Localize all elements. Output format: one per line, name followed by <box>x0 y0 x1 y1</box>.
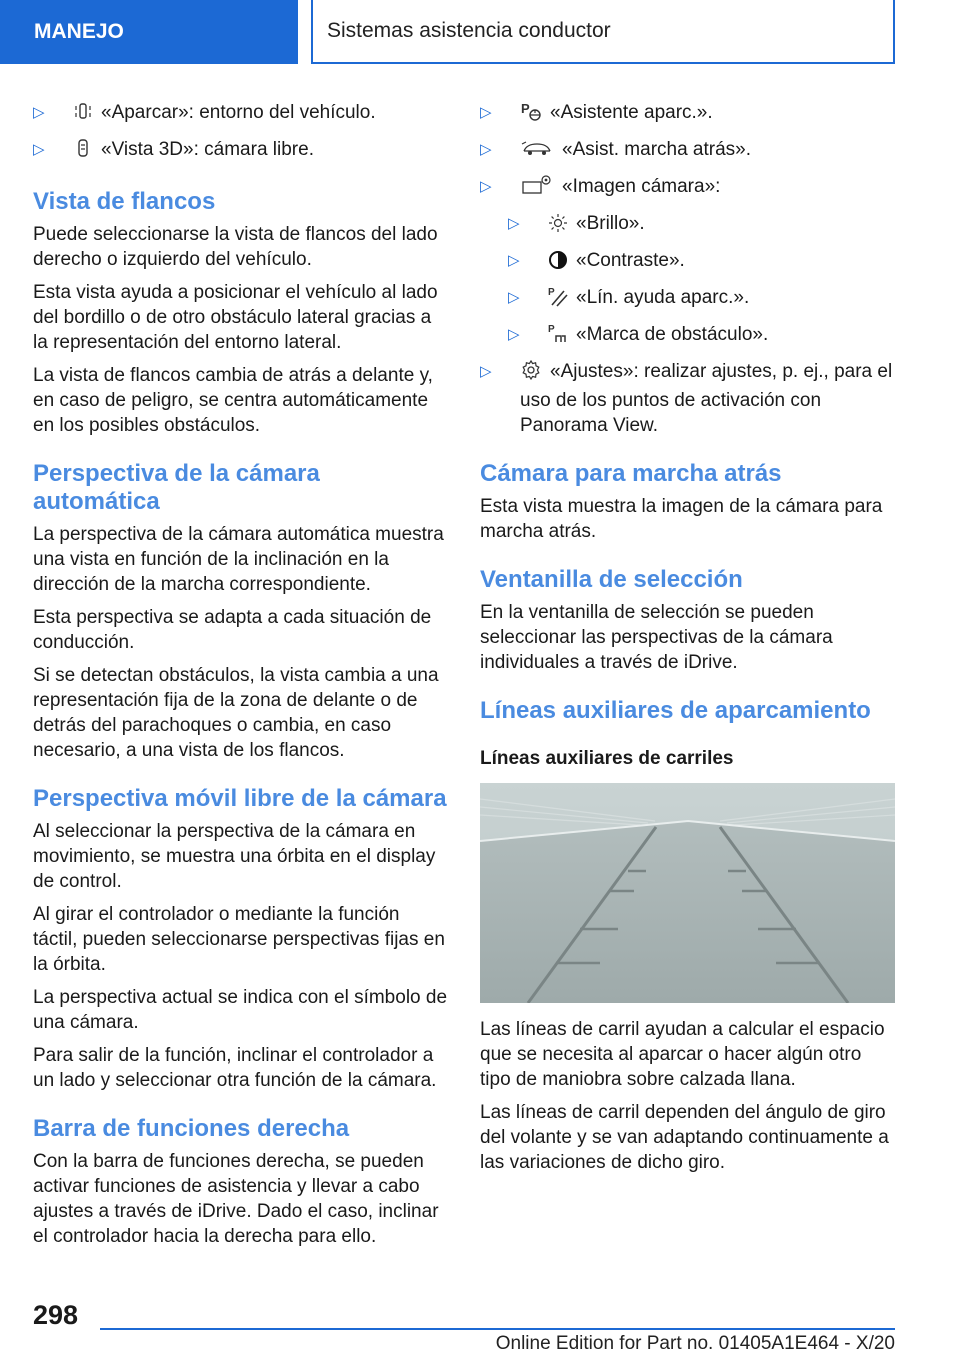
header-section: MANEJO <box>0 0 298 64</box>
section-title: Perspectiva móvil libre de la cámara <box>33 785 447 812</box>
list-item-text: «Ajustes»: realizar ajustes, p. ej., para el uso de los puntos de activación con Panorama View. <box>520 361 893 436</box>
triangle-bullet-icon: ▷ <box>508 252 520 269</box>
section-title: Vista de flancos <box>33 188 216 215</box>
triangle-bullet-icon: ▷ <box>508 215 520 232</box>
list-item <box>508 285 895 314</box>
footer-divider <box>100 1328 895 1330</box>
list-item <box>508 248 895 277</box>
paragraph: Si se detectan obstáculos, la vista cambia a una representación fija de la zona de delante o de detrás del parachoques o cambia, en caso necesario, a una vista de los flancos. <box>33 665 439 761</box>
section-title: Perspectiva de la cámara automática <box>33 460 320 515</box>
edition-footer: Online Edition for Part no. 01405A1E464 - X/20 <box>495 1333 895 1354</box>
list-item-text: «Asistente aparc.». <box>550 102 713 123</box>
list-item <box>508 322 895 351</box>
svg-text:P: P <box>521 101 530 116</box>
paragraph: Al seleccionar la perspectiva de la cámara en movimiento, se muestra una órbita en el display de control. <box>33 821 436 892</box>
section-title: Líneas auxiliares de aparcamiento <box>480 697 871 724</box>
list-item-text: «Lín. ayuda aparc.». <box>576 287 750 308</box>
paragraph: Para salir de la función, inclinar el controlador a un lado y seleccionar otra función de la cámara. <box>33 1045 437 1091</box>
section-title: Cámara para marcha atrás <box>480 460 782 487</box>
view-3d-icon <box>73 137 93 166</box>
triangle-bullet-icon: ▷ <box>480 104 492 121</box>
list-item <box>33 100 448 129</box>
triangle-bullet-icon: ▷ <box>508 326 520 343</box>
list-item-text: «Asist. marcha atrás». <box>562 139 752 160</box>
reverse-assist-icon <box>520 139 554 166</box>
triangle-bullet-icon: ▷ <box>33 141 45 158</box>
park-assist-icon <box>520 100 542 129</box>
list-item <box>480 359 895 438</box>
paragraph: Con la barra de funciones derecha, se pueden activar funciones de asistencia y llevar a cabo ajustes a través de iDrive. Dado el caso, inclinar el controlador hacia la derecha para ello. <box>33 1151 439 1247</box>
paragraph: La vista de flancos cambia de atrás a delante y, en caso de peligro, se centra automáticamente en los posibles obstáculos. <box>33 365 433 436</box>
lane-lines-illustration <box>480 783 895 1003</box>
paragraph: Puede seleccionarse la vista de flancos del lado derecho o izquierdo del vehículo. <box>33 224 438 270</box>
list-item-text: «Marca de obstáculo». <box>576 324 769 345</box>
paragraph: La perspectiva de la cámara automática muestra una vista en función de la inclinación en la dirección de la marcha correspondiente. <box>33 524 444 595</box>
triangle-bullet-icon: ▷ <box>480 141 492 158</box>
svg-text:P: P <box>548 324 555 335</box>
camera-image-icon <box>520 174 554 203</box>
gear-icon <box>520 359 542 388</box>
page-number: 298 <box>33 1300 79 1330</box>
parking-lines-icon <box>548 285 568 314</box>
triangle-bullet-icon: ▷ <box>508 289 520 306</box>
left-column <box>33 100 448 1257</box>
triangle-bullet-icon: ▷ <box>480 178 492 195</box>
obstacle-marking-icon <box>548 322 568 351</box>
parking-icon <box>73 100 93 129</box>
list-item <box>508 211 895 240</box>
contrast-icon <box>548 250 568 277</box>
right-column <box>480 100 895 1183</box>
list-item-text: «Brillo». <box>576 213 645 234</box>
triangle-bullet-icon: ▷ <box>33 104 45 121</box>
triangle-bullet-icon: ▷ <box>480 363 492 380</box>
paragraph: Las líneas de carril dependen del ángulo de giro del volante y se van adaptando continuamente a las variaciones de dicho giro. <box>480 1102 889 1173</box>
paragraph: Esta perspectiva se adapta a cada situación de conducción. <box>33 607 432 653</box>
list-item <box>480 137 895 166</box>
subheading: Líneas auxiliares de carriles <box>480 748 734 769</box>
paragraph: Las líneas de carril ayudan a calcular el espacio que se necesita al aparcar o hacer algún otro tipo de maniobra sobre calzada llana. <box>480 1019 885 1090</box>
list-item-text: «Imagen cámara»: <box>562 176 721 197</box>
list-item <box>33 137 448 166</box>
list-item-text: «Aparcar»: entorno del vehículo. <box>101 102 376 123</box>
list-item <box>480 174 895 203</box>
paragraph: En la ventanilla de selección se pueden seleccionar las perspectivas de la cámara individuales a través de iDrive. <box>480 602 833 673</box>
list-item <box>480 100 895 129</box>
list-item-text: «Contraste». <box>576 250 685 271</box>
paragraph: Al girar el controlador o mediante la función táctil, pueden seleccionarse perspectivas fijas en la órbita. <box>33 904 445 975</box>
section-title: Ventanilla de selección <box>480 566 743 593</box>
section-title: Barra de funciones derecha <box>33 1115 350 1142</box>
header-chapter: Sistemas asistencia conductor <box>311 0 895 64</box>
svg-text:P: P <box>548 287 555 298</box>
paragraph: Esta vista ayuda a posicionar el vehículo al lado del bordillo o de otro obstáculo lateral gracias a la representación del entorno lateral. <box>33 282 438 353</box>
paragraph: La perspectiva actual se indica con el símbolo de una cámara. <box>33 987 448 1033</box>
paragraph: Esta vista muestra la imagen de la cámara para marcha atrás. <box>480 496 883 542</box>
brightness-icon <box>548 213 568 240</box>
list-item-text: «Vista 3D»: cámara libre. <box>101 139 314 160</box>
